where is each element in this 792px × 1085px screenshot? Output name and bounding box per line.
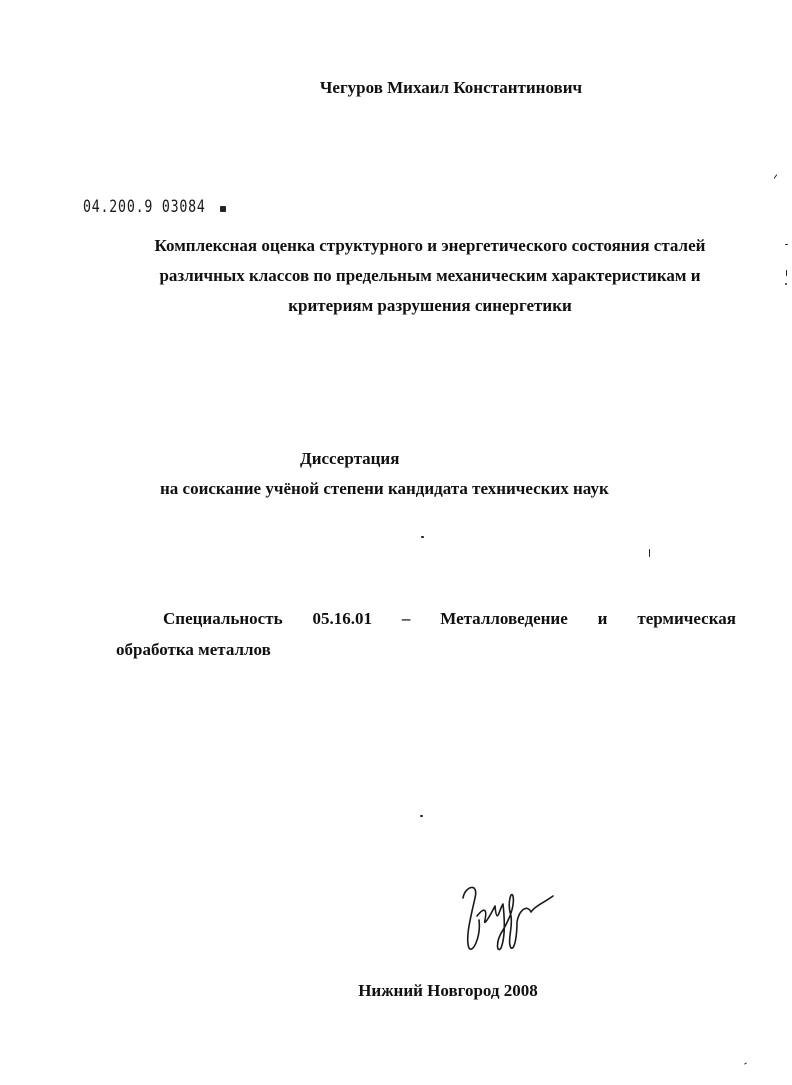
specialty-line bbox=[116, 603, 736, 634]
scan-speck bbox=[649, 549, 650, 557]
dissertation-heading: Диссертация bbox=[300, 449, 400, 468]
scan-speck bbox=[220, 206, 226, 212]
scan-speck bbox=[786, 270, 787, 276]
dissertation-title bbox=[100, 231, 760, 321]
specialty-line-2: обработка металлов bbox=[116, 640, 271, 659]
city-and-year: Нижний Новгород 2008 bbox=[358, 981, 538, 1000]
title-line: различных классов по предельным механическим характеристикам и bbox=[159, 266, 701, 285]
specialty-code: 05.16.01 bbox=[312, 609, 372, 628]
scan-speck bbox=[420, 815, 423, 817]
handwritten-signature-icon bbox=[455, 876, 565, 956]
specialty-block bbox=[116, 603, 736, 665]
dissertation-subtitle: на соискание учёной степени кандидата технических наук bbox=[160, 479, 609, 498]
scan-speck bbox=[774, 174, 778, 179]
scan-speck bbox=[421, 536, 424, 538]
title-line: Комплексная оценка структурного и энергетического состояния сталей bbox=[154, 236, 706, 255]
scan-speck bbox=[785, 244, 788, 245]
registration-number-stamp: 04.200.9 03084 bbox=[83, 197, 206, 217]
title-line: критериям разрушения синергетики bbox=[288, 296, 572, 315]
specialty-word: Металловедение bbox=[440, 609, 568, 628]
scan-speck bbox=[744, 1062, 747, 1064]
author-name: Чегуров Михаил Константинович bbox=[319, 78, 583, 97]
specialty-word: термическая bbox=[637, 609, 736, 628]
specialty-label: Специальность bbox=[163, 609, 283, 628]
scan-speck bbox=[785, 283, 787, 285]
specialty-word: и bbox=[597, 609, 608, 628]
specialty-dash: – bbox=[401, 609, 411, 628]
